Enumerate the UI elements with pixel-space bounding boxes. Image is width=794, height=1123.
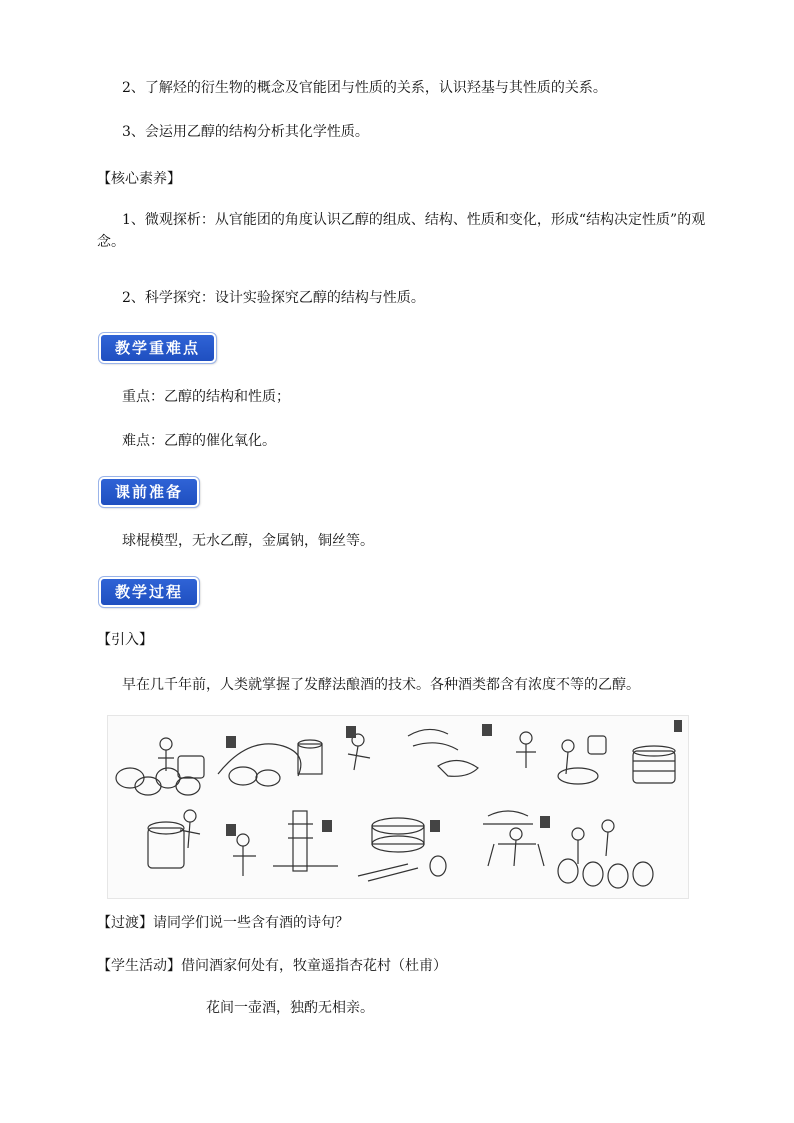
core-literacy-item-2: 2、科学探究：设计实验探究乙醇的结构与性质。 — [122, 290, 425, 306]
key-point-text: 重点：乙醇的结构和性质； — [122, 389, 290, 405]
winemaking-line-art — [108, 716, 688, 898]
intro-heading: 【引入】 — [97, 632, 153, 648]
preparation-materials: 球棍模型，无水乙醇，金属钠，铜丝等。 — [122, 533, 374, 549]
intro-text: 早在几千年前，人类就掌握了发酵法酿酒的技术。各种酒类都含有浓度不等的乙醇。 — [122, 677, 640, 693]
winemaking-illustration — [107, 715, 689, 899]
preparation-badge: 课前准备 — [99, 477, 199, 507]
core-literacy-item-1: 1、微观探析：从官能团的角度认识乙醇的组成、结构、性质和变化，形成“结构决定性质”的观念。 — [97, 212, 706, 250]
key-points-badge: 教学重难点 — [99, 333, 216, 363]
teaching-process-badge: 教学过程 — [99, 577, 199, 607]
core-literacy-heading: 【核心素养】 — [97, 171, 181, 187]
poem-line: 花间一壶酒，独酌无相亲。 — [206, 1000, 374, 1016]
difficult-point-text: 难点：乙醇的催化氧化。 — [122, 433, 276, 449]
student-activity-text: 【学生活动】借问酒家何处有，牧童遥指杏花村（杜甫） — [97, 958, 447, 974]
objective-2: 2、了解烃的衍生物的概念及官能团与性质的关系，认识羟基与其性质的关系。 — [122, 80, 607, 96]
transition-text: 【过渡】请同学们说一些含有酒的诗句？ — [97, 915, 349, 931]
objective-3: 3、会运用乙醇的结构分析其化学性质。 — [122, 124, 369, 140]
